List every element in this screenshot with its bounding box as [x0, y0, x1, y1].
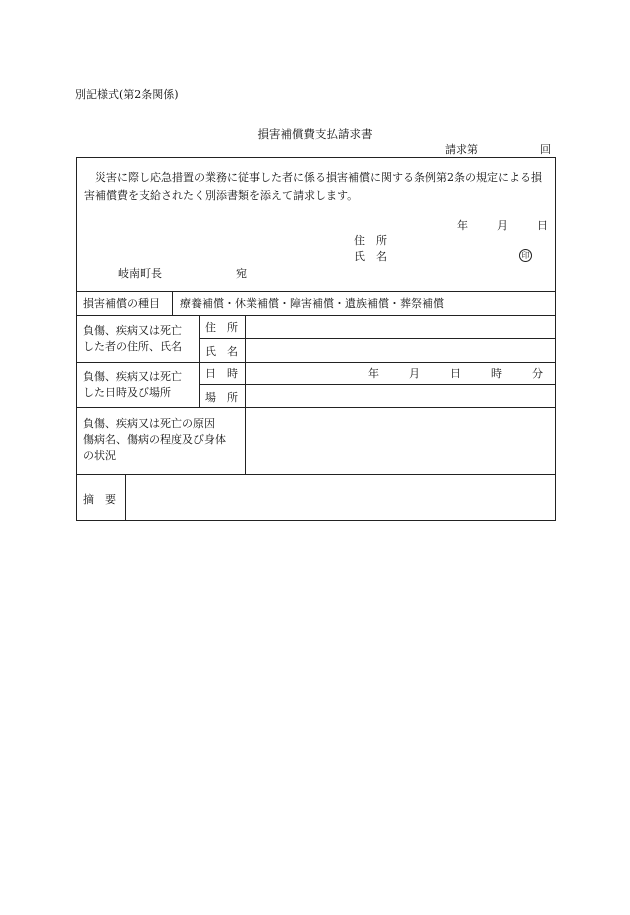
- rule-person-bottom: [77, 362, 555, 363]
- remarks-field[interactable]: [126, 475, 554, 519]
- date-year-unit: 年: [457, 219, 468, 232]
- date-month-unit: 月: [497, 219, 508, 232]
- request-statement: 災害に際し応急措置の業務に従事した者に係る損害補償に関する条例第2条の規定による損害補償費を支給されたく別添書類を添えて請求します。: [84, 171, 542, 202]
- occurrence-label-line2: した日時及び場所: [83, 386, 171, 399]
- occurrence-label-line1: 負傷、疾病又は死亡: [83, 370, 182, 383]
- request-number: [445, 141, 551, 157]
- rule-sublabel-left: [199, 315, 200, 407]
- occurrence-place-field[interactable]: [246, 385, 554, 405]
- person-name-label: 氏 名: [205, 345, 238, 358]
- occurrence-place-label: 場 所: [205, 391, 238, 404]
- cause-label-line1: 負傷、疾病又は死亡の原因: [83, 417, 215, 430]
- addressee-honorific: 宛: [236, 267, 247, 280]
- cause-field[interactable]: [246, 408, 554, 472]
- cause-label-line3: の状況: [83, 449, 116, 462]
- applicant-address-label: 住 所: [354, 234, 387, 247]
- document-title: 損害補償費支払請求書: [257, 127, 373, 141]
- applicant-name-label: 氏 名: [354, 250, 387, 263]
- rule-type-divider: [172, 291, 173, 315]
- occurrence-datetime-label: 日 時: [205, 367, 238, 380]
- form-label: 別記様式(第2条関係): [75, 88, 179, 101]
- datetime-month-unit: 月: [409, 367, 420, 380]
- datetime-hour-unit: 時: [491, 367, 502, 380]
- request-number-suffix: 回: [540, 143, 551, 156]
- datetime-year-unit: 年: [368, 367, 379, 380]
- person-name-field[interactable]: [246, 339, 554, 359]
- datetime-minute-unit: 分: [532, 367, 543, 380]
- person-address-field[interactable]: [246, 316, 554, 336]
- rule-request-bottom: [77, 291, 555, 292]
- remarks-label: 摘 要: [83, 493, 116, 506]
- compensation-type-label: 損害補償の種目: [83, 297, 160, 310]
- request-number-prefix: 請求第: [445, 143, 478, 156]
- date-day-unit: 日: [537, 219, 548, 232]
- person-address-label: 住 所: [205, 321, 238, 334]
- request-date[interactable]: [457, 217, 548, 233]
- compensation-type-options[interactable]: 療養補償・休業補償・障害補償・遺族補償・葬祭補償: [180, 297, 444, 310]
- person-label-line1: 負傷、疾病又は死亡: [83, 324, 182, 337]
- addressee-mayor: 岐南町長: [118, 267, 162, 280]
- datetime-day-unit: 日: [450, 367, 461, 380]
- cause-label-line2: 傷病名、傷病の程度及び身体: [83, 433, 226, 446]
- person-label-line2: した者の住所、氏名: [83, 340, 182, 353]
- occurrence-datetime-field[interactable]: [368, 365, 543, 381]
- seal-icon: 印: [519, 248, 532, 262]
